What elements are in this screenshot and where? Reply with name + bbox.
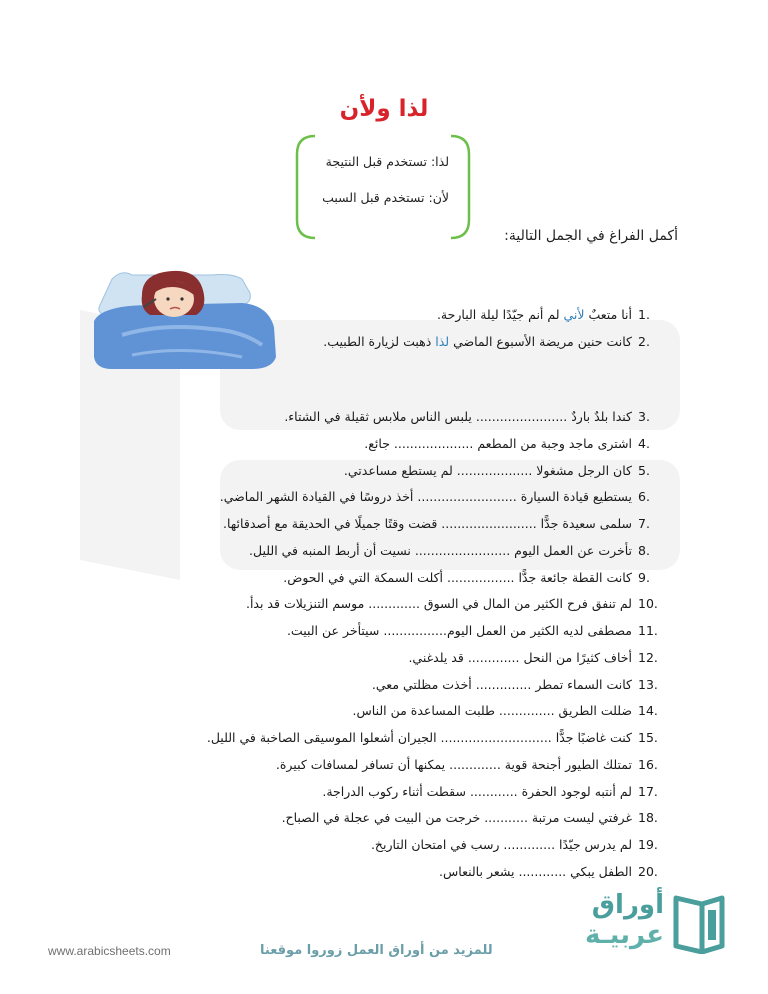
exercise-text: كندا بلدٌ باردٌ ....................... يلبس الناس ملابس ثقيلة في الشتاء. — [284, 409, 632, 424]
item-number: 18. — [638, 810, 658, 826]
item-number: 20. — [638, 863, 658, 879]
footer-cta-text: للمزيد من أوراق العمل زوروا موقعنا — [260, 943, 493, 958]
exercise-item — [207, 700, 660, 727]
exercise-item — [207, 781, 660, 808]
exercise-text: لم يدرس جيّدًا ............. رسب في امتحان التاريخ. — [370, 837, 632, 852]
exercise-text: أخاف كثيرًا من النحل ............. قد يلدغني. — [408, 649, 632, 665]
exercise-text: كانت السماء تمطر .............. أخذت مظلتي معي. — [371, 676, 632, 692]
exercise-item — [207, 647, 660, 674]
sick-child-illustration — [92, 265, 278, 369]
exercise-text: غرفتي ليست مرتبة ........... خرجت من البيت في عجلة في الصباح. — [281, 810, 632, 826]
example-keyword: لذا — [435, 334, 450, 349]
exercise-item — [207, 727, 660, 754]
exercise-item — [207, 513, 660, 540]
footer-website-link[interactable]: www.arabicsheets.com — [48, 944, 171, 958]
exercise-text: تمتلك الطيور أجنحة قوية ............. يمكنها أن تسافر لمسافات كبيرة. — [275, 756, 632, 772]
exercise-text: يستطيع قيادة السيارة ......................... أخذ دروسًا في القيادة الشهر الماضي. — [219, 489, 632, 505]
item-number: 16. — [638, 756, 658, 772]
site-logo — [566, 888, 726, 958]
page-title: لذا ولأن — [339, 96, 429, 122]
exercise-item — [207, 674, 660, 701]
exercise-item — [207, 567, 660, 594]
item-number: 11. — [638, 623, 658, 638]
item-number: 2. — [638, 334, 650, 349]
instruction-text: أكمل الفراغ في الجمل التالية: — [504, 228, 678, 244]
exercise-text: لم تنفق فرح الكثير من المال في السوق ............. موسم التنزيلات قد بدأ. — [245, 596, 632, 612]
exercise-text: مصطفى لديه الكثير من العمل اليوم................ سيتأخر عن البيت. — [286, 623, 632, 638]
exercise-text: كان الرجل مشغولا ................... لم يستطع مساعدتي. — [343, 462, 632, 478]
item-number: 13. — [638, 676, 658, 692]
item-number: 15. — [638, 730, 658, 745]
exercise-item — [207, 861, 660, 888]
exercise-item — [207, 540, 660, 567]
exercise-item — [207, 486, 660, 513]
exercise-item — [207, 754, 660, 781]
exercise-text: سلمى سعيدة جدًّا ........................ قضت وقتًا جميلًا في الحديقة مع أصدقائها. — [223, 516, 632, 531]
logo-text-line1: أوراق — [591, 890, 664, 920]
item-number: 12. — [638, 649, 658, 665]
item-number: 8. — [638, 542, 650, 558]
rules-box — [295, 134, 471, 240]
exercise-text: لم أنتبه لوجود الحفرة ............ سقطت أثناء ركوب الدراجة. — [322, 783, 632, 799]
item-number: 5. — [638, 462, 650, 478]
exercise-item — [207, 834, 660, 861]
item-number: 10. — [638, 596, 658, 612]
example-item — [323, 304, 660, 331]
item-number: 19. — [638, 837, 658, 852]
item-number: 9. — [638, 569, 650, 585]
exercise-item — [207, 620, 660, 647]
exercise-text: كنت غاضبًا جدًّا ............................ الجيران أشعلوا الموسيقى الصاخبة في الليل. — [206, 730, 632, 745]
item-number: 4. — [638, 435, 650, 451]
example-text-after: لم أنم جيّدًا ليلة البارحة. — [436, 307, 564, 322]
exercise-text: كانت القطة جائعة جدًّا ................. أكلت السمكة التي في الحوض. — [283, 569, 632, 585]
exercise-item — [207, 406, 660, 433]
logo-text-line2: عربيـة — [585, 920, 664, 950]
exercise-item — [207, 433, 660, 460]
exercise-item — [207, 593, 660, 620]
item-number: 6. — [638, 489, 650, 505]
example-text-after: ذهبت لزيارة الطبيب. — [323, 334, 436, 349]
item-number: 3. — [638, 409, 650, 424]
exercise-text: تأخرت عن العمل اليوم ........................ نسيت أن أربط المنبه في الليل. — [249, 542, 632, 558]
exercise-list — [207, 406, 660, 888]
example-item — [323, 331, 660, 358]
item-number: 17. — [638, 783, 658, 799]
exercise-item — [207, 807, 660, 834]
example-text-before: كانت حنين مريضة الأسبوع الماضي — [449, 334, 632, 349]
exercise-text: الطفل يبكي ............ يشعر بالنعاس. — [439, 863, 632, 879]
exercise-text: ضللت الطريق .............. طلبت المساعدة من الناس. — [352, 703, 632, 719]
example-text-before: أنا متعبٌ — [584, 307, 632, 322]
item-number: 1. — [638, 307, 650, 322]
rule-lidha: لذا: تستخدم قبل النتيجة — [325, 154, 449, 169]
example-keyword: لأني — [563, 307, 585, 322]
rule-liann: لأن: تستخدم قبل السبب — [322, 190, 449, 205]
item-number: 14. — [638, 703, 658, 719]
item-number: 7. — [638, 516, 650, 531]
exercise-text: اشترى ماجد وجبة من المطعم .................... جائع. — [364, 435, 632, 451]
exercise-item — [207, 460, 660, 487]
bracket-frame — [295, 134, 471, 240]
example-list — [323, 304, 660, 358]
logo-book-icon — [672, 892, 726, 954]
